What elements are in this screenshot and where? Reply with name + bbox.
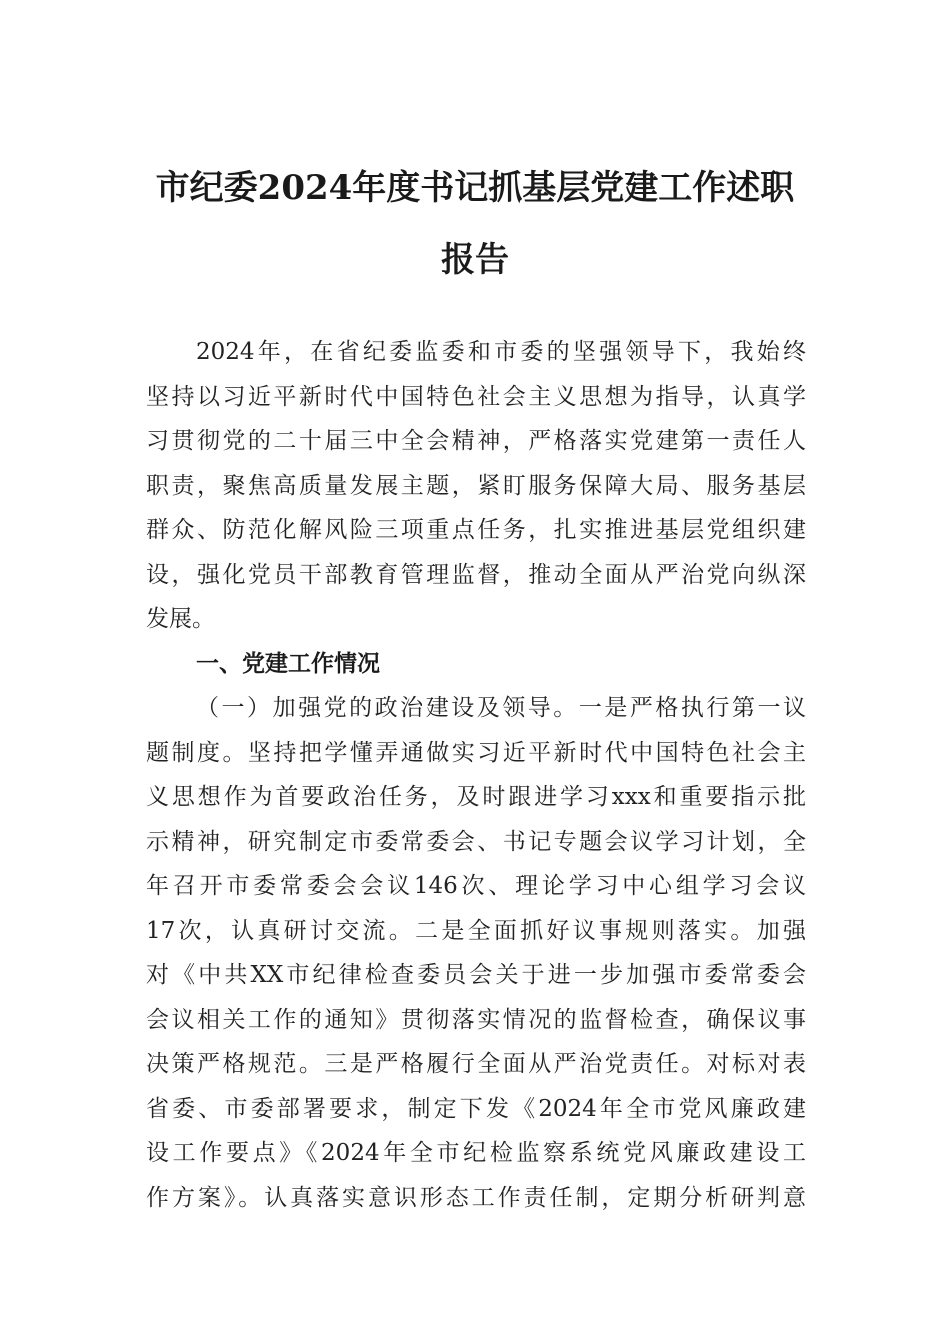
- body-line: 设工作要点》《2024年全市纪检监察系统党风廉政建设工: [146, 1140, 806, 1166]
- body-line: 义思想作为首要政治任务，及时跟进学习xxx和重要指示批: [146, 784, 806, 810]
- section-heading: 一、党建工作情况: [196, 651, 380, 677]
- body-line: 作方案》。认真落实意识形态工作责任制，定期分析研判意: [146, 1185, 806, 1211]
- body-line: 对《中共XX市纪律检查委员会关于进一步加强市委常委会: [146, 962, 806, 988]
- intro-line: 职责，聚焦高质量发展主题，紧盯服务保障大局、服务基层: [146, 473, 806, 499]
- intro-line: 发展。: [146, 606, 215, 632]
- intro-line: 设，强化党员干部教育管理监督，推动全面从严治党向纵深: [146, 562, 806, 588]
- body-line: 会议相关工作的通知》贯彻落实情况的监督检查，确保议事: [146, 1007, 806, 1033]
- intro-line: 坚持以习近平新时代中国特色社会主义思想为指导，认真学: [146, 384, 806, 410]
- intro-line: 2024年，在省纪委监委和市委的坚强领导下，我始终: [196, 339, 806, 365]
- body-line: 17次，认真研讨交流。二是全面抓好议事规则落实。加强: [146, 918, 806, 944]
- document-title-line-1: 市纪委2024年度书记抓基层党建工作述职: [155, 168, 795, 208]
- document-title-line-2: 报告: [441, 240, 509, 280]
- body-line: 省委、市委部署要求，制定下发《2024年全市党风廉政建: [146, 1096, 806, 1122]
- body-line: 年召开市委常委会会议146次、理论学习中心组学习会议: [146, 873, 806, 899]
- intro-line: 习贯彻党的二十届三中全会精神，严格落实党建第一责任人: [146, 428, 806, 454]
- body-line: 题制度。坚持把学懂弄通做实习近平新时代中国特色社会主: [146, 740, 806, 766]
- body-line: 决策严格规范。三是严格履行全面从严治党责任。对标对表: [146, 1051, 806, 1077]
- body-line: 示精神，研究制定市委常委会、书记专题会议学习计划，全: [146, 829, 806, 855]
- intro-line: 群众、防范化解风险三项重点任务，扎实推进基层党组织建: [146, 517, 806, 543]
- body-line: （一）加强党的政治建设及领导。一是严格执行第一议: [196, 695, 806, 721]
